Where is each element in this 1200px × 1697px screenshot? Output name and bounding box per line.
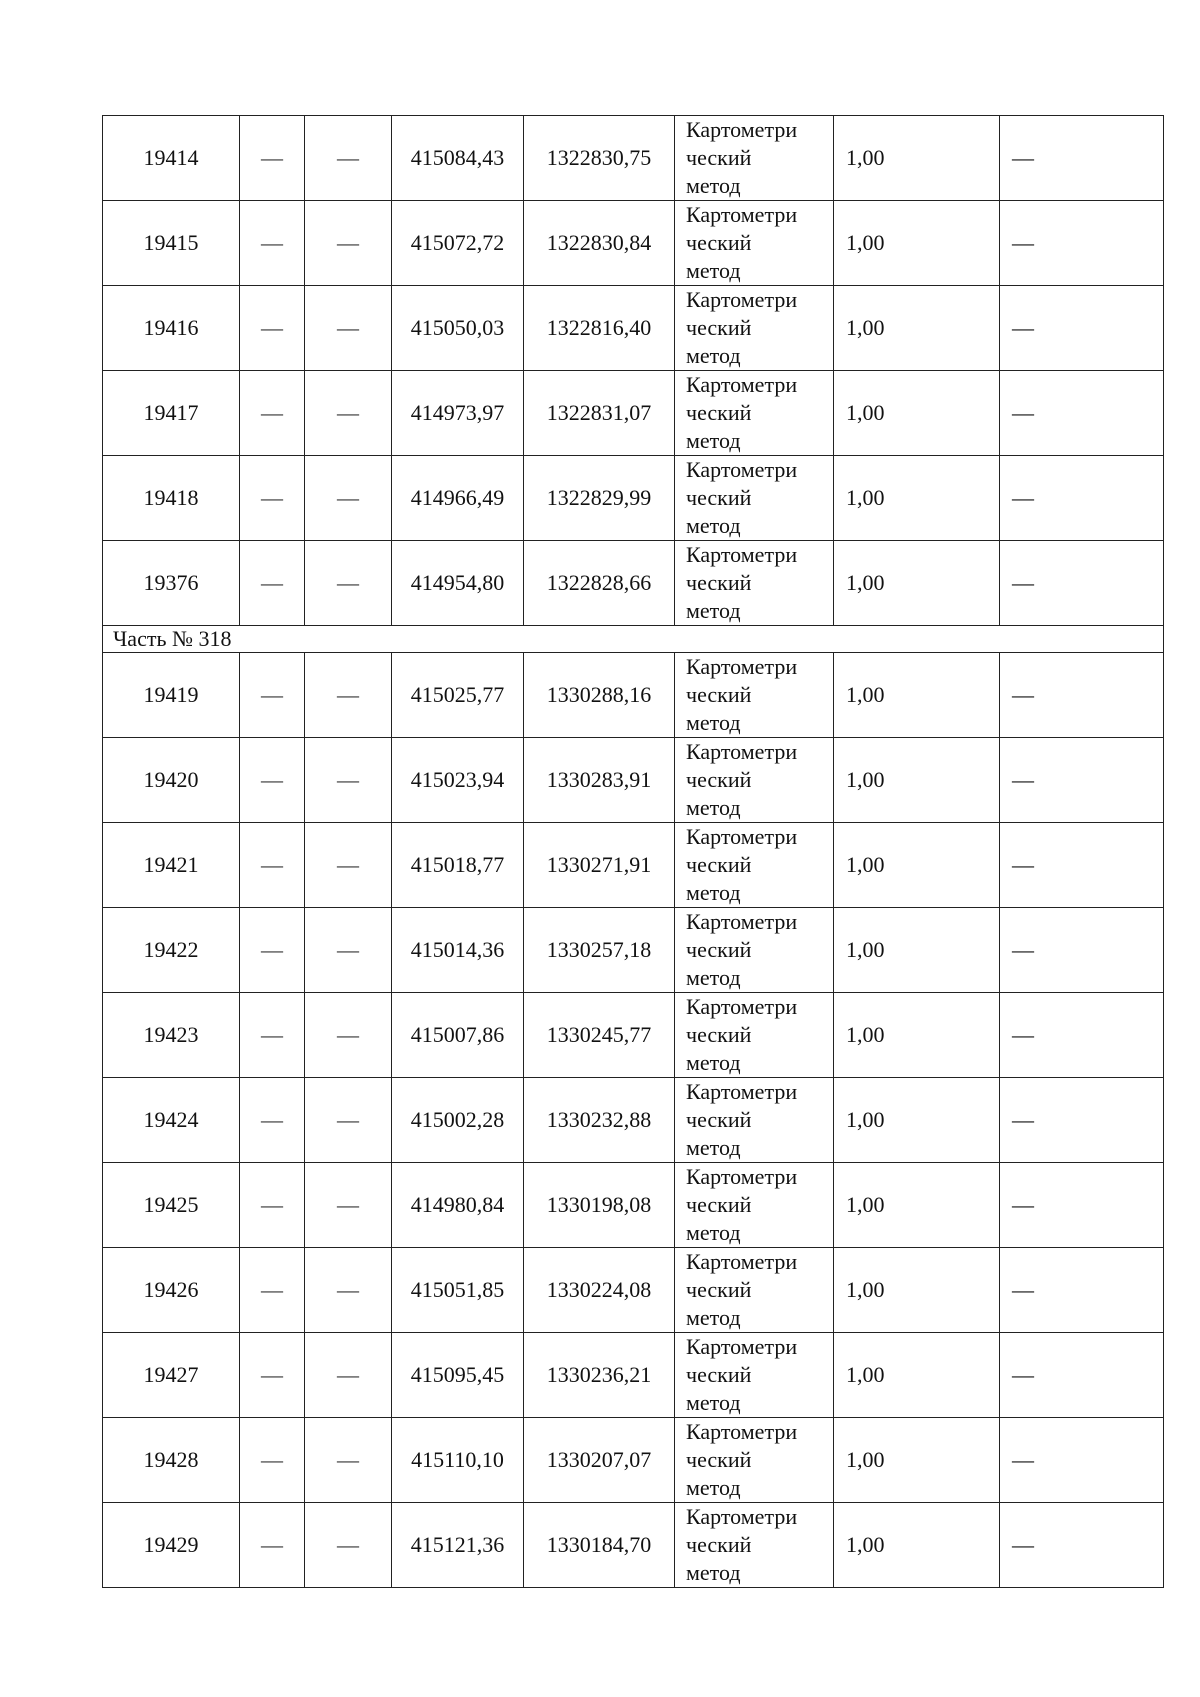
table-row <box>103 116 1164 201</box>
coord-y-cell: 1330198,08 <box>524 1163 675 1248</box>
method-cell <box>675 1503 834 1588</box>
coord-x-cell: 415072,72 <box>392 201 524 286</box>
method-line: метод <box>686 1475 741 1500</box>
method-line: Картометри <box>686 542 798 567</box>
empty-dash-cell: — <box>305 1503 392 1588</box>
table-row <box>103 653 1164 738</box>
accuracy-cell: 1,00 <box>834 1503 1000 1588</box>
table-row <box>103 201 1164 286</box>
method-line: ческий <box>686 145 752 170</box>
method-cell <box>675 738 834 823</box>
method-line: Картометри <box>686 1249 798 1274</box>
method-line: метод <box>686 598 741 623</box>
method-line: метод <box>686 428 741 453</box>
accuracy-cell: 1,00 <box>834 1333 1000 1418</box>
empty-dash-cell: — <box>305 908 392 993</box>
accuracy-cell: 1,00 <box>834 541 1000 626</box>
method-line: ческий <box>686 315 752 340</box>
empty-dash-cell: — <box>1000 653 1164 738</box>
point-id-cell: 19423 <box>103 993 240 1078</box>
coord-x-cell: 415050,03 <box>392 286 524 371</box>
coord-y-cell: 1330224,08 <box>524 1248 675 1333</box>
coord-x-cell: 415121,36 <box>392 1503 524 1588</box>
coord-x-cell: 414966,49 <box>392 456 524 541</box>
point-id-cell: 19425 <box>103 1163 240 1248</box>
method-line: ческий <box>686 852 752 877</box>
empty-dash-cell: — <box>1000 371 1164 456</box>
empty-dash-cell: — <box>305 823 392 908</box>
empty-dash-cell: — <box>1000 116 1164 201</box>
empty-dash-cell: — <box>1000 1418 1164 1503</box>
accuracy-cell: 1,00 <box>834 286 1000 371</box>
method-line: Картометри <box>686 739 798 764</box>
method-line: метод <box>686 1050 741 1075</box>
empty-dash-cell: — <box>305 371 392 456</box>
empty-dash-cell: — <box>1000 738 1164 823</box>
accuracy-cell: 1,00 <box>834 1078 1000 1163</box>
accuracy-cell: 1,00 <box>834 1163 1000 1248</box>
method-line: ческий <box>686 1532 752 1557</box>
table-row <box>103 1418 1164 1503</box>
point-id-cell: 19416 <box>103 286 240 371</box>
empty-dash-cell: — <box>1000 456 1164 541</box>
coord-y-cell: 1330283,91 <box>524 738 675 823</box>
coord-y-cell: 1330257,18 <box>524 908 675 993</box>
coord-x-cell: 415110,10 <box>392 1418 524 1503</box>
method-line: метод <box>686 1390 741 1415</box>
method-line: Картометри <box>686 372 798 397</box>
point-id-cell: 19426 <box>103 1248 240 1333</box>
point-id-cell: 19417 <box>103 371 240 456</box>
table-row <box>103 738 1164 823</box>
table-row <box>103 1333 1164 1418</box>
method-line: ческий <box>686 767 752 792</box>
empty-dash-cell: — <box>240 371 305 456</box>
point-id-cell: 19421 <box>103 823 240 908</box>
empty-dash-cell: — <box>240 116 305 201</box>
method-line: Картометри <box>686 117 798 142</box>
method-line: ческий <box>686 1447 752 1472</box>
coord-y-cell: 1322816,40 <box>524 286 675 371</box>
accuracy-cell: 1,00 <box>834 653 1000 738</box>
empty-dash-cell: — <box>240 823 305 908</box>
empty-dash-cell: — <box>1000 993 1164 1078</box>
coord-y-cell: 1330207,07 <box>524 1418 675 1503</box>
method-cell <box>675 1333 834 1418</box>
method-cell <box>675 201 834 286</box>
point-id-cell: 19427 <box>103 1333 240 1418</box>
table-row <box>103 993 1164 1078</box>
method-line: Картометри <box>686 1419 798 1444</box>
method-cell <box>675 456 834 541</box>
method-line: метод <box>686 1135 741 1160</box>
method-line: Картометри <box>686 457 798 482</box>
method-line: ческий <box>686 1277 752 1302</box>
empty-dash-cell: — <box>305 1333 392 1418</box>
coord-x-cell: 414973,97 <box>392 371 524 456</box>
method-cell <box>675 1418 834 1503</box>
method-line: Картометри <box>686 202 798 227</box>
coord-y-cell: 1322830,84 <box>524 201 675 286</box>
method-line: ческий <box>686 570 752 595</box>
accuracy-cell: 1,00 <box>834 201 1000 286</box>
coord-x-cell: 415095,45 <box>392 1333 524 1418</box>
table-row <box>103 1078 1164 1163</box>
method-line: метод <box>686 173 741 198</box>
table-row <box>103 1163 1164 1248</box>
accuracy-cell: 1,00 <box>834 1418 1000 1503</box>
table-body <box>103 116 1164 1588</box>
method-line: ческий <box>686 400 752 425</box>
point-id-cell: 19414 <box>103 116 240 201</box>
coord-x-cell: 415051,85 <box>392 1248 524 1333</box>
coord-x-cell: 415002,28 <box>392 1078 524 1163</box>
method-line: ческий <box>686 1362 752 1387</box>
table-row <box>103 371 1164 456</box>
empty-dash-cell: — <box>1000 1163 1164 1248</box>
empty-dash-cell: — <box>240 1248 305 1333</box>
coord-y-cell: 1330184,70 <box>524 1503 675 1588</box>
coord-y-cell: 1322831,07 <box>524 371 675 456</box>
coord-x-cell: 415025,77 <box>392 653 524 738</box>
point-id-cell: 19420 <box>103 738 240 823</box>
method-line: метод <box>686 880 741 905</box>
empty-dash-cell: — <box>240 286 305 371</box>
table-row <box>103 456 1164 541</box>
empty-dash-cell: — <box>305 738 392 823</box>
point-id-cell: 19415 <box>103 201 240 286</box>
coord-y-cell: 1322828,66 <box>524 541 675 626</box>
empty-dash-cell: — <box>240 1418 305 1503</box>
method-line: Картометри <box>686 1504 798 1529</box>
part-header-row <box>103 626 1164 653</box>
empty-dash-cell: — <box>1000 1503 1164 1588</box>
coord-y-cell: 1330288,16 <box>524 653 675 738</box>
empty-dash-cell: — <box>305 541 392 626</box>
coord-x-cell: 415023,94 <box>392 738 524 823</box>
table-row <box>103 908 1164 993</box>
method-line: ческий <box>686 1107 752 1132</box>
coord-x-cell: 415018,77 <box>392 823 524 908</box>
table-row <box>103 1503 1164 1588</box>
empty-dash-cell: — <box>1000 201 1164 286</box>
method-line: метод <box>686 513 741 538</box>
coord-x-cell: 414954,80 <box>392 541 524 626</box>
method-cell <box>675 823 834 908</box>
method-cell <box>675 371 834 456</box>
method-line: Картометри <box>686 824 798 849</box>
coord-y-cell: 1330245,77 <box>524 993 675 1078</box>
empty-dash-cell: — <box>305 993 392 1078</box>
coord-y-cell: 1322830,75 <box>524 116 675 201</box>
method-line: метод <box>686 1305 741 1330</box>
empty-dash-cell: — <box>305 456 392 541</box>
coord-y-cell: 1322829,99 <box>524 456 675 541</box>
method-line: Картометри <box>686 1079 798 1104</box>
empty-dash-cell: — <box>1000 286 1164 371</box>
empty-dash-cell: — <box>305 1248 392 1333</box>
method-line: метод <box>686 1560 741 1585</box>
point-id-cell: 19428 <box>103 1418 240 1503</box>
empty-dash-cell: — <box>1000 541 1164 626</box>
coord-y-cell: 1330236,21 <box>524 1333 675 1418</box>
method-line: ческий <box>686 937 752 962</box>
empty-dash-cell: — <box>1000 908 1164 993</box>
method-cell <box>675 1248 834 1333</box>
empty-dash-cell: — <box>305 1078 392 1163</box>
table-row <box>103 541 1164 626</box>
table-row <box>103 286 1164 371</box>
accuracy-cell: 1,00 <box>834 371 1000 456</box>
empty-dash-cell: — <box>1000 1078 1164 1163</box>
empty-dash-cell: — <box>305 286 392 371</box>
empty-dash-cell: — <box>240 201 305 286</box>
empty-dash-cell: — <box>240 456 305 541</box>
accuracy-cell: 1,00 <box>834 738 1000 823</box>
method-cell <box>675 653 834 738</box>
method-line: Картометри <box>686 654 798 679</box>
method-line: Картометри <box>686 287 798 312</box>
point-id-cell: 19429 <box>103 1503 240 1588</box>
point-id-cell: 19424 <box>103 1078 240 1163</box>
coord-x-cell: 415014,36 <box>392 908 524 993</box>
method-line: метод <box>686 795 741 820</box>
accuracy-cell: 1,00 <box>834 908 1000 993</box>
method-cell <box>675 541 834 626</box>
method-cell <box>675 993 834 1078</box>
method-line: ческий <box>686 485 752 510</box>
method-line: метод <box>686 343 741 368</box>
empty-dash-cell: — <box>1000 823 1164 908</box>
empty-dash-cell: — <box>305 201 392 286</box>
accuracy-cell: 1,00 <box>834 456 1000 541</box>
accuracy-cell: 1,00 <box>834 823 1000 908</box>
method-cell <box>675 286 834 371</box>
accuracy-cell: 1,00 <box>834 1248 1000 1333</box>
empty-dash-cell: — <box>305 1163 392 1248</box>
coord-x-cell: 415007,86 <box>392 993 524 1078</box>
empty-dash-cell: — <box>240 738 305 823</box>
coord-x-cell: 414980,84 <box>392 1163 524 1248</box>
table-row <box>103 1248 1164 1333</box>
method-line: метод <box>686 965 741 990</box>
method-cell <box>675 908 834 993</box>
point-id-cell: 19419 <box>103 653 240 738</box>
accuracy-cell: 1,00 <box>834 993 1000 1078</box>
empty-dash-cell: — <box>305 116 392 201</box>
empty-dash-cell: — <box>240 1333 305 1418</box>
empty-dash-cell: — <box>240 1503 305 1588</box>
empty-dash-cell: — <box>240 1078 305 1163</box>
method-line: Картометри <box>686 909 798 934</box>
method-line: метод <box>686 1220 741 1245</box>
part-label: Часть № 318 <box>103 626 1164 653</box>
point-id-cell: 19376 <box>103 541 240 626</box>
method-line: ческий <box>686 682 752 707</box>
empty-dash-cell: — <box>240 541 305 626</box>
coord-x-cell: 415084,43 <box>392 116 524 201</box>
empty-dash-cell: — <box>240 653 305 738</box>
method-line: метод <box>686 258 741 283</box>
method-line: ческий <box>686 1192 752 1217</box>
method-cell <box>675 1078 834 1163</box>
method-line: Картометри <box>686 1334 798 1359</box>
accuracy-cell: 1,00 <box>834 116 1000 201</box>
method-line: ческий <box>686 230 752 255</box>
empty-dash-cell: — <box>240 908 305 993</box>
method-line: Картометри <box>686 1164 798 1189</box>
coord-y-cell: 1330271,91 <box>524 823 675 908</box>
point-id-cell: 19422 <box>103 908 240 993</box>
method-line: ческий <box>686 1022 752 1047</box>
empty-dash-cell: — <box>305 1418 392 1503</box>
method-line: Картометри <box>686 994 798 1019</box>
empty-dash-cell: — <box>240 993 305 1078</box>
empty-dash-cell: — <box>240 1163 305 1248</box>
empty-dash-cell: — <box>1000 1333 1164 1418</box>
method-cell <box>675 116 834 201</box>
method-cell <box>675 1163 834 1248</box>
coordinates-table <box>102 115 1164 1588</box>
empty-dash-cell: — <box>1000 1248 1164 1333</box>
empty-dash-cell: — <box>305 653 392 738</box>
method-line: метод <box>686 710 741 735</box>
coord-y-cell: 1330232,88 <box>524 1078 675 1163</box>
point-id-cell: 19418 <box>103 456 240 541</box>
table-row <box>103 823 1164 908</box>
